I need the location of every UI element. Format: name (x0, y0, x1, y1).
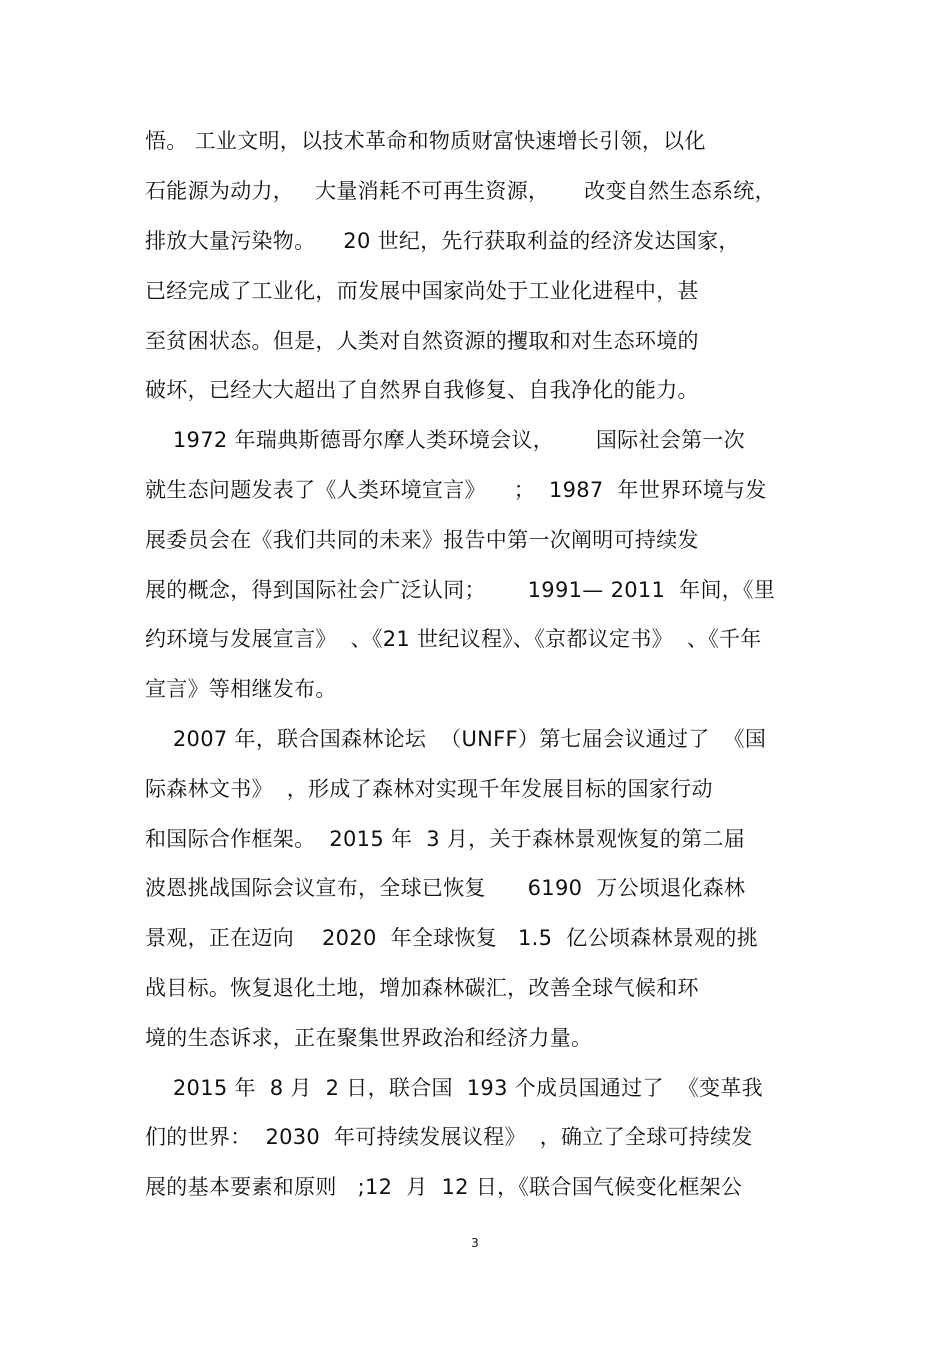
text-line: 2007 年，联合国森林论坛 （UNFF）第七届会议通过了 《国 (145, 727, 767, 751)
text-line: 排放大量污染物。 20 世纪，先行获取利益的经济发达国家， (145, 229, 740, 253)
text-line: 和国际合作框架。 2015 年 3 月，关于森林景观恢复的第二届 (145, 827, 746, 851)
text-line: 1972 年瑞典斯德哥尔摩人类环境会议， 国际社会第一次 (145, 428, 745, 452)
text-line: 展的基本要素和原则 ;12 月 12 日，《联合国气候变化框架公 (145, 1175, 743, 1199)
text-line: 景观，正在迈向 2020 年全球恢复 1.5 亿公顷森林景观的挑 (145, 926, 758, 950)
text-line: 破坏，已经大大超出了自然界自我修复、自我净化的能力。 (145, 378, 699, 402)
text-line: 们的世界： 2030 年可持续发展议程》 ，确立了全球可持续发 (145, 1125, 753, 1149)
text-line: 展的概念，得到国际社会广泛认同； 1991— 2011 年间，《里 (145, 578, 776, 602)
text-line: 石能源为动力， 大量消耗不可再生资源， 改变自然生态系统， (145, 179, 776, 203)
text-line: 境的生态诉求，正在聚集世界政治和经济力量。 (145, 1026, 593, 1050)
text-line: 际森林文书》 ，形成了森林对实现千年发展目标的国家行动 (145, 777, 713, 801)
text-line: 波恩挑战国际会议宣布，全球已恢复 6190 万公顷退化森林 (145, 876, 746, 900)
text-line: 约环境与发展宣言》 、《21 世纪议程》、《京都议定书》 、《千年 (145, 627, 762, 651)
text-line: 2015 年 8 月 2 日，联合国 193 个成员国通过了 《变革我 (145, 1076, 763, 1100)
text-line: 至贫困状态。但是，人类对自然资源的攫取和对生态环境的 (145, 329, 699, 353)
text-line: 就生态问题发表了《人类环境宣言》 ； 1987 年世界环境与发 (145, 478, 767, 502)
page-number: 3 (471, 1236, 479, 1250)
text-line: 展委员会在《我们共同的未来》报告中第一次阐明可持续发 (145, 528, 699, 552)
text-line: 已经完成了工业化，而发展中国家尚处于工业化进程中，甚 (145, 279, 699, 303)
text-line: 悟。 工业文明，以技术革命和物质财富快速增长引领，以化 (145, 129, 706, 153)
text-line: 战目标。恢复退化土地，增加森林碳汇，改善全球气候和环 (145, 976, 699, 1000)
text-line: 宣言》等相继发布。 (145, 677, 337, 701)
